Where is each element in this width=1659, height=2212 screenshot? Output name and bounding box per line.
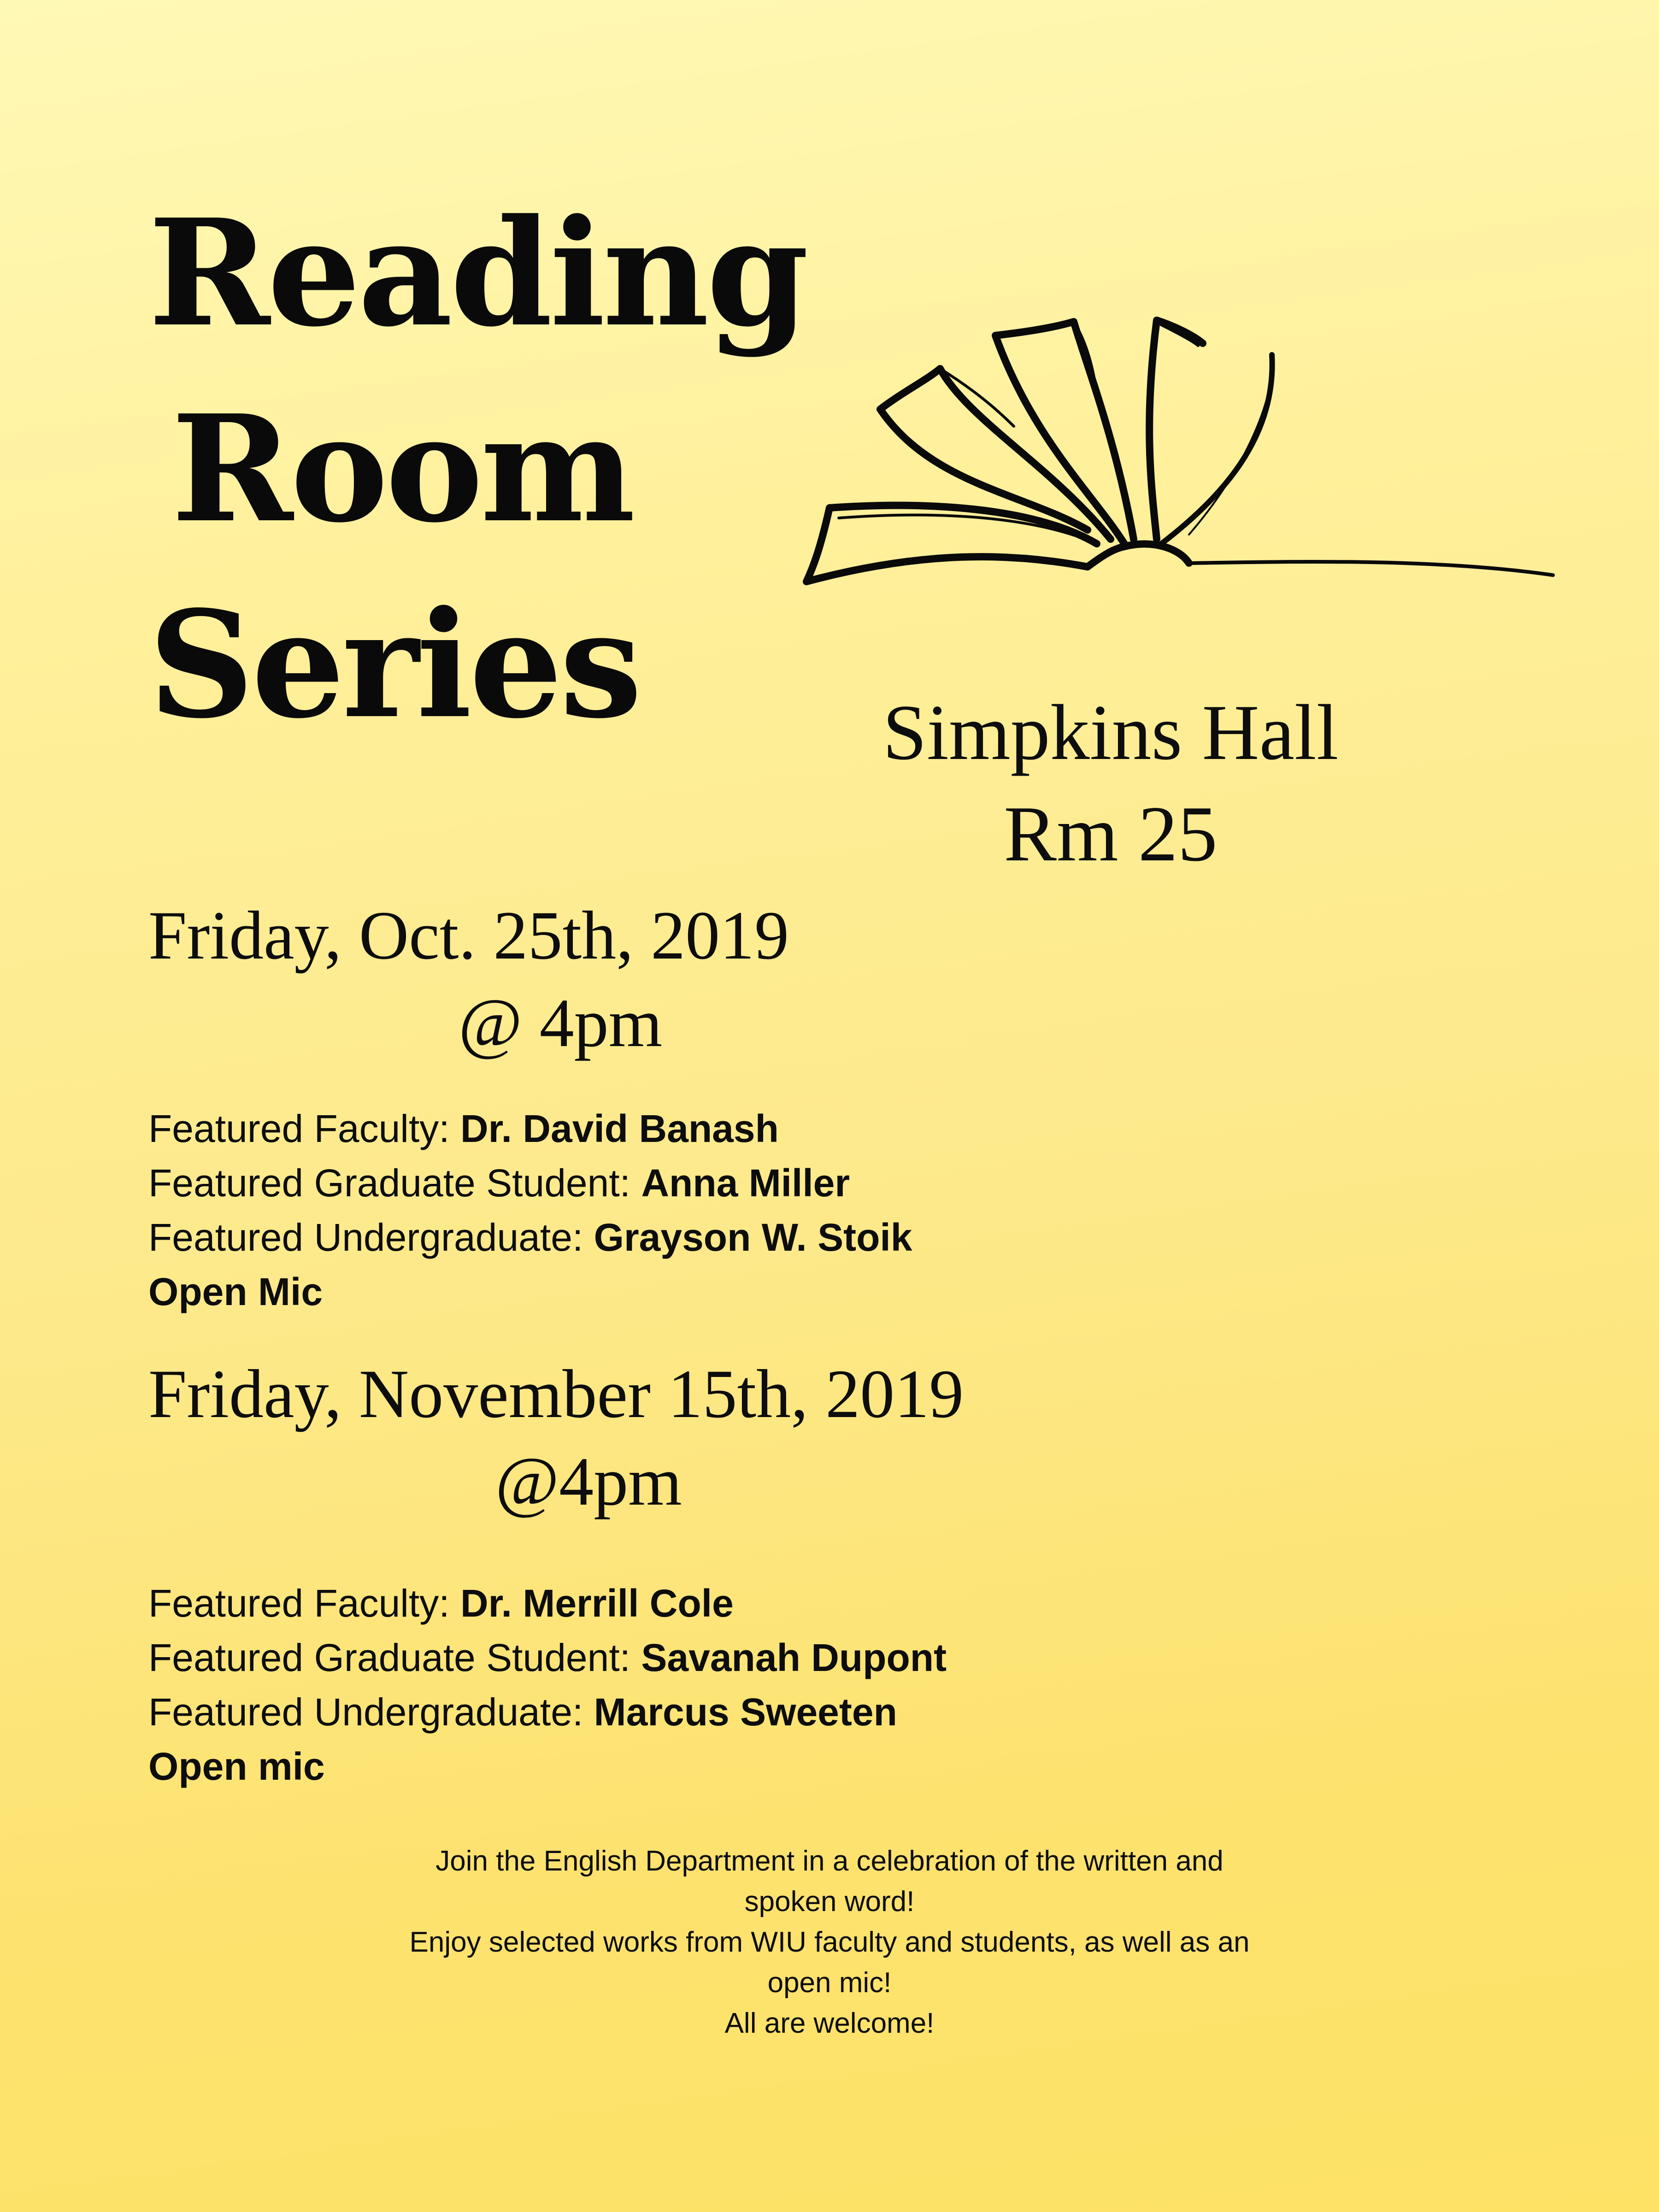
event-1-time: @ 4pm — [459, 985, 663, 1061]
event-2-open-mic — [148, 1739, 947, 1794]
open-book-icon — [793, 300, 1567, 594]
faculty-label: Featured Faculty: — [148, 1582, 460, 1625]
title-line-reading: Reading — [148, 187, 806, 359]
footer-line-2: spoken word! — [744, 1886, 915, 1918]
faculty-label: Featured Faculty: — [148, 1107, 460, 1150]
footer-line-1: Join the English Department in a celebration of the written and — [435, 1845, 1224, 1877]
event-1-undergraduate — [148, 1210, 912, 1265]
footer-line-4: open mic! — [767, 1967, 892, 1999]
undergraduate-name: Marcus Sweeten — [594, 1690, 897, 1734]
graduate-label: Featured Graduate Student: — [148, 1636, 641, 1679]
graduate-name: Savanah Dupont — [641, 1636, 947, 1679]
open-mic-label: Open mic — [148, 1745, 325, 1788]
footer-blurb — [276, 1841, 1382, 2044]
title-line-series: Series — [148, 578, 640, 751]
event-1-date: Friday, Oct. 25th, 2019 — [148, 897, 789, 974]
title-line-room: Room — [171, 382, 633, 555]
event-2-faculty — [148, 1576, 947, 1630]
faculty-name: Dr. David Banash — [460, 1107, 779, 1150]
event-1-features — [148, 1101, 912, 1319]
event-1-graduate — [148, 1156, 912, 1210]
event-2-time: @4pm — [495, 1443, 682, 1520]
event-2-features — [148, 1576, 947, 1794]
open-mic-label: Open Mic — [148, 1270, 323, 1313]
poster-title — [148, 175, 806, 763]
event-1-faculty — [148, 1101, 912, 1156]
undergraduate-label: Featured Undergraduate: — [148, 1216, 594, 1259]
venue — [811, 682, 1410, 885]
venue-building: Simpkins Hall — [882, 689, 1339, 777]
footer-line-5: All are welcome! — [724, 2007, 935, 2039]
event-2-undergraduate — [148, 1685, 947, 1739]
graduate-label: Featured Graduate Student: — [148, 1161, 641, 1205]
footer-line-3: Enjoy selected works from WIU faculty and students, as well as an — [409, 1926, 1250, 1958]
event-2-date: Friday, November 15th, 2019 — [148, 1356, 964, 1432]
undergraduate-name: Grayson W. Stoik — [594, 1216, 912, 1259]
event-2-graduate — [148, 1630, 947, 1685]
graduate-name: Anna Miller — [641, 1161, 850, 1205]
undergraduate-label: Featured Undergraduate: — [148, 1690, 594, 1734]
faculty-name: Dr. Merrill Cole — [460, 1582, 734, 1625]
event-1-open-mic — [148, 1265, 912, 1319]
venue-room: Rm 25 — [1004, 790, 1218, 878]
